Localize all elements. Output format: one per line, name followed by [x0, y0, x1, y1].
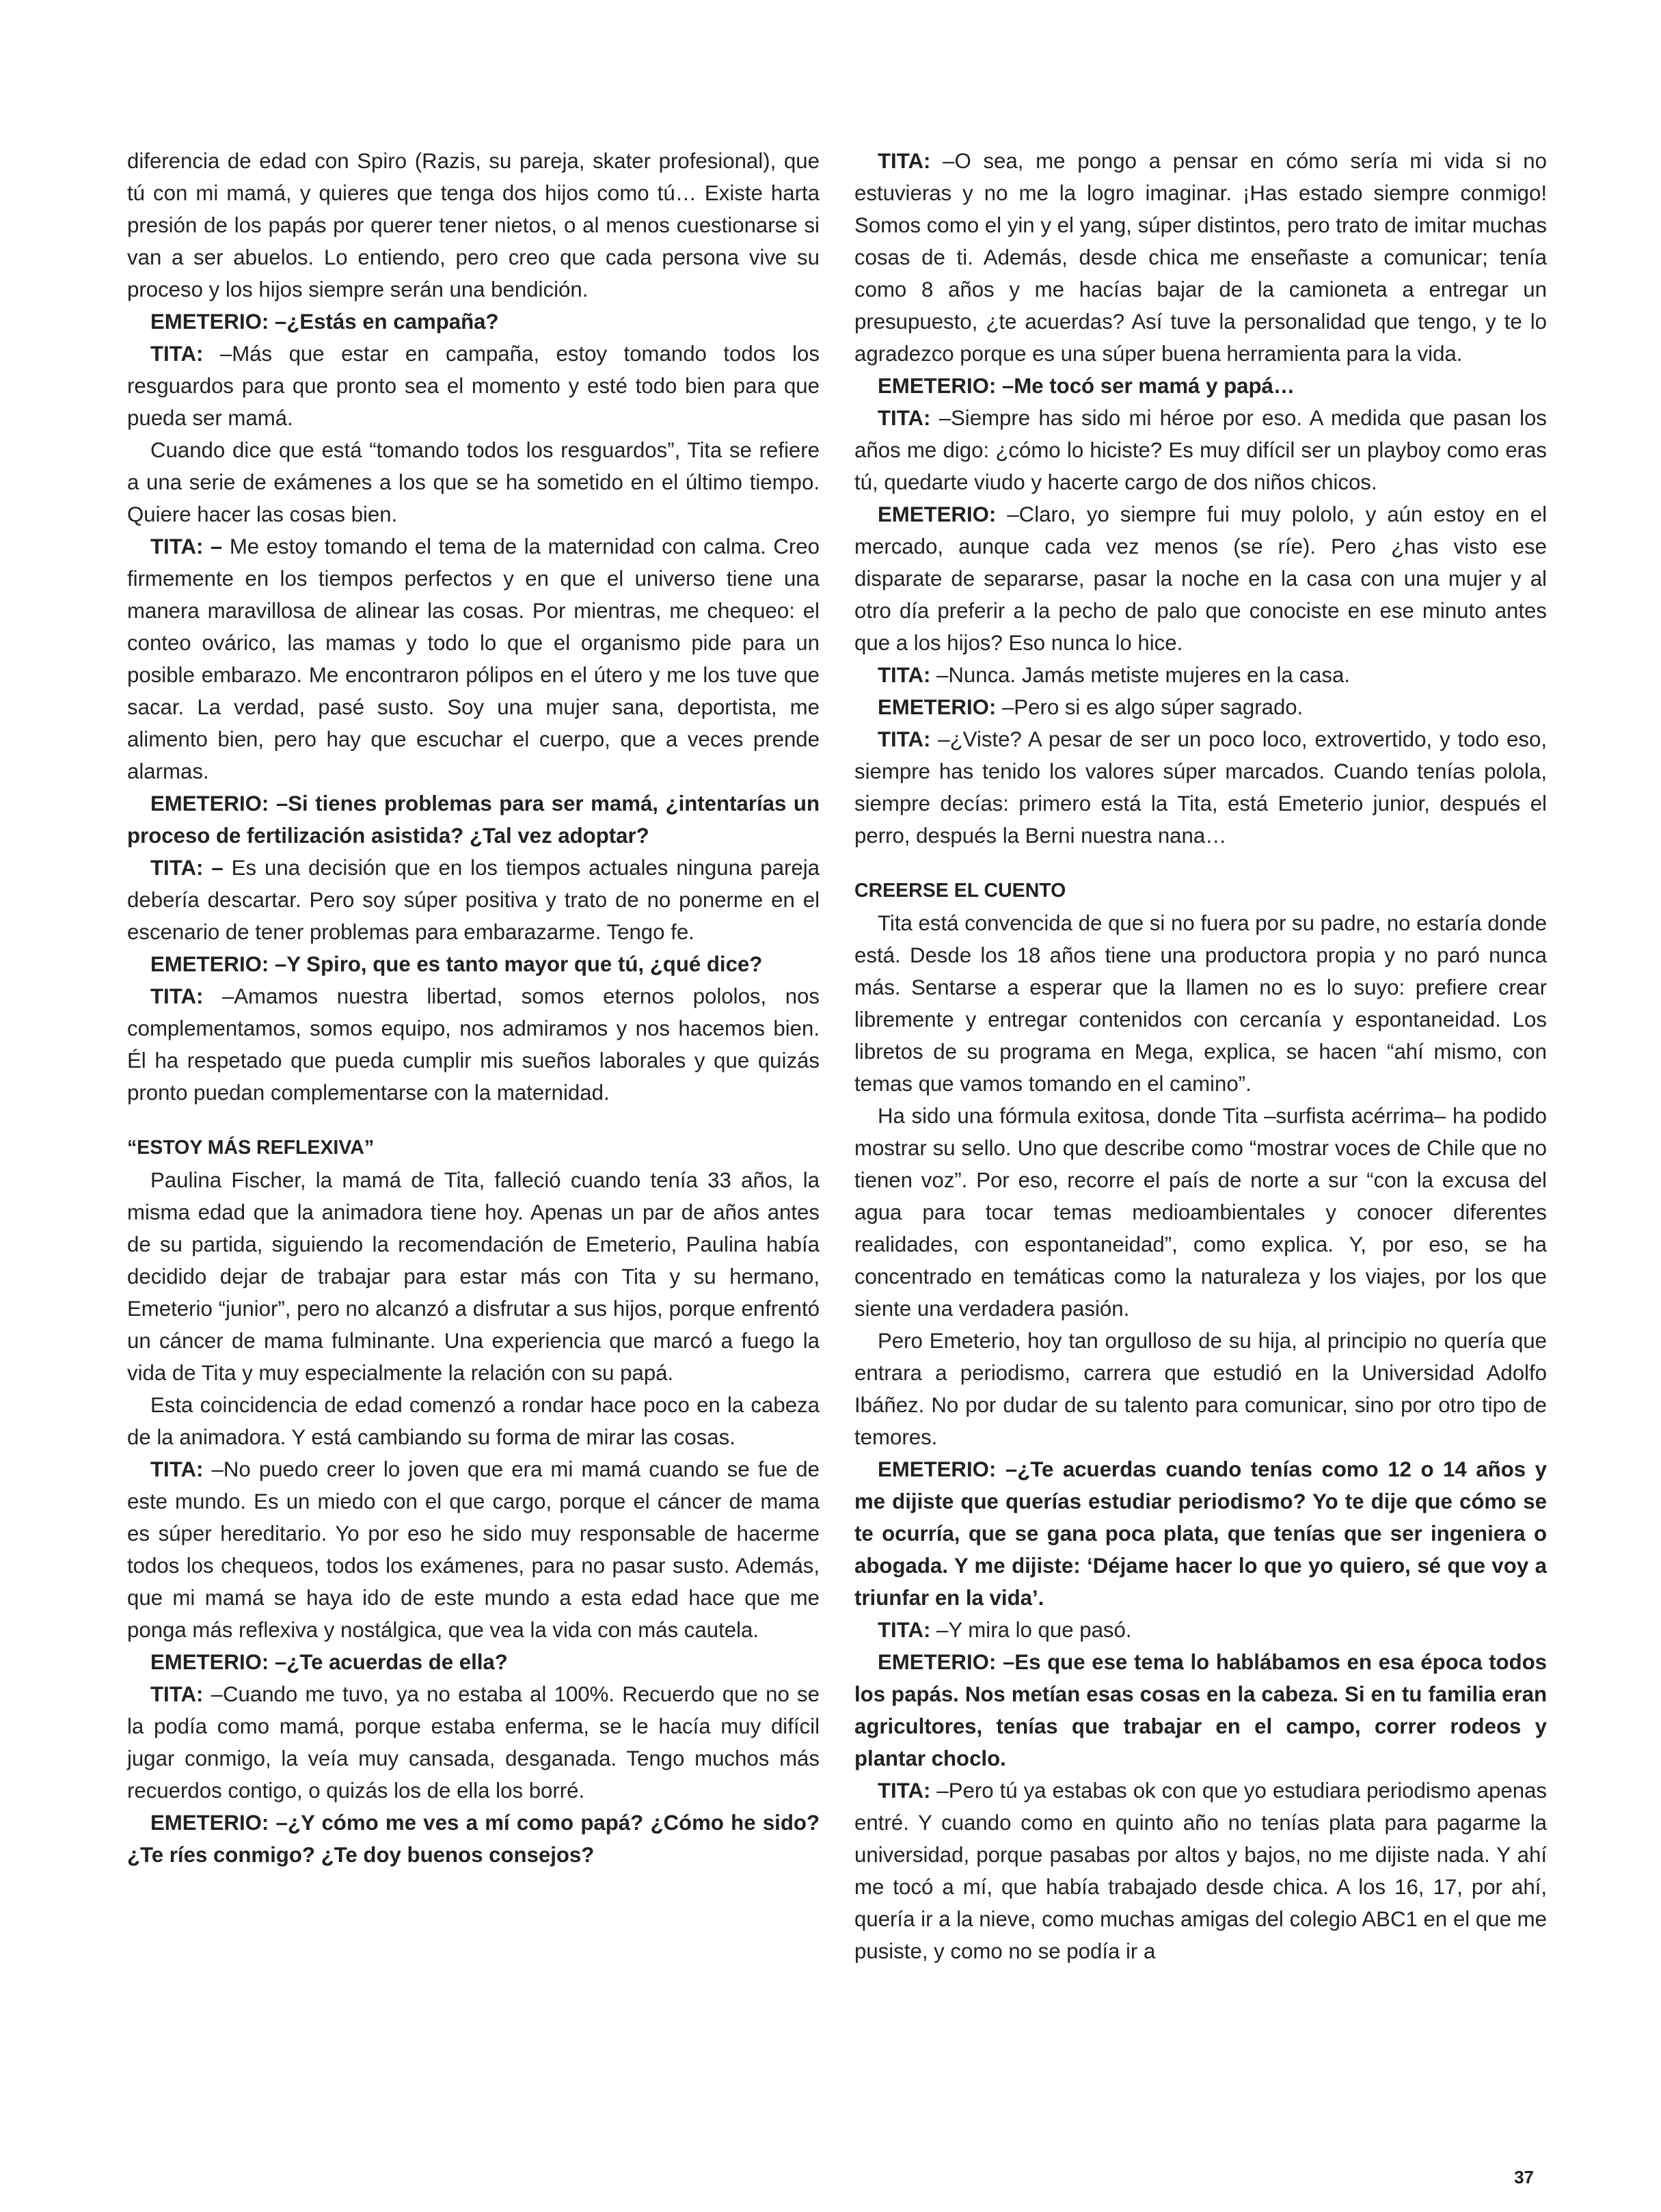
paragraph-text: EMETERIO: –Y Spiro, que es tanto mayor que tú, ¿qué dice? [150, 952, 763, 976]
paragraph-text: –Pero tú ya estabas ok con que yo estudiara periodismo apenas entré. Y cuando como en quinto año no tenías plata para pagarme la universidad, porque pasabas por altos y bajos, no me dijiste nada. Y ahí me tocó a mí, que había trabajado desde chica. A los 16, 17, por ahí, quería ir a la nieve, como muchas amigas del colegio ABC1 en el que me pusiste, y como no se podía ir a [854, 1779, 1547, 1963]
interview-question [127, 948, 820, 980]
paragraph-text: Ha sido una fórmula exitosa, donde Tita –surfista acérrima– ha podido mostrar su sello. Uno que describe como “mostrar voces de Chile que no tienen voz”. Por eso, recorre el país de norte a sur “con la excusa del agua para tocar temas medioambientales y conocer diferentes realidades, con espontaneidad”, como explica. Y, por eso, se ha concentrado en temáticas como la naturaleza y los viajes, por los que siente una verdadera pasión. [854, 1104, 1547, 1321]
body-paragraph [127, 980, 820, 1109]
paragraph-text: –¿Viste? A pesar de ser un poco loco, extrovertido, y todo eso, siempre has tenido los valores súper marcados. Cuando tenías polola, siempre decías: primero está la Tita, está Emeterio junior, después el perro, después la Berni nuestra nana… [854, 727, 1547, 848]
speaker-label: TITA: [878, 1618, 931, 1642]
body-paragraph [127, 145, 820, 306]
body-paragraph [854, 1775, 1547, 1967]
paragraph-text: EMETERIO: –¿Estás en campaña? [150, 310, 499, 334]
body-paragraph [854, 1325, 1547, 1453]
body-paragraph [854, 498, 1547, 659]
interview-question [127, 1807, 820, 1871]
body-paragraph [127, 852, 820, 948]
paragraph-text: EMETERIO: –Si tienes problemas para ser mamá, ¿intentarías un proceso de fertilización asistida? ¿Tal vez adoptar? [127, 792, 820, 848]
paragraph-text: Tita está convencida de que si no fuera por su padre, no estaría donde está. Desde los 18 años tiene una productora propia y no paró nunca más. Sentarse a esperar que la llamen no es lo suyo: prefiere crear libremente y entregar contenidos con cercanía y espontaneidad. Los libretos de su programa en Mega, explica, se hacen “ahí mismo, con temas que vamos tomando en el camino”. [854, 911, 1547, 1096]
body-paragraph [127, 1678, 820, 1807]
section-heading: “ESTOY MÁS REFLEXIVA” [127, 1137, 375, 1159]
speaker-label: TITA: – [150, 535, 223, 558]
speaker-label: EMETERIO: [878, 502, 997, 526]
speaker-label: TITA: [150, 984, 204, 1008]
speaker-label: TITA: – [150, 856, 224, 880]
body-paragraph [854, 402, 1547, 498]
body-paragraph [127, 1453, 820, 1646]
body-paragraph [127, 1389, 820, 1453]
interview-question [127, 1646, 820, 1678]
paragraph-text: –Claro, yo siempre fui muy pololo, y aún estoy en el mercado, aunque cada vez menos (se ríe). Pero ¿has visto ese disparate de separarse, pasar la noche en la casa con una mujer y al otro día preferir a la pecho de palo que conociste en ese minuto antes que a los hijos? Eso nunca lo hice. [854, 502, 1547, 655]
paragraph-text: –No puedo creer lo joven que era mi mamá cuando se fue de este mundo. Es un miedo con el que cargo, porque el cáncer de mama es súper hereditario. Yo por eso he sido muy responsable de hacerme todos los chequeos, todos los exámenes, para no pasar susto. Además, que mi mamá se haya ido de este mundo a esta edad hace que me ponga más reflexiva y nostálgica, que vea la vida con más cautela. [127, 1457, 820, 1642]
paragraph-text: Me estoy tomando el tema de la maternidad con calma. Creo firmemente en los tiempos perfectos y en que el universo tiene una manera maravillosa de alinear las cosas. Por mientras, me chequeo: el conteo ovárico, las mamas y todo lo que el organismo pide para un posible embarazo. Me encontraron pólipos en el útero y me los tuve que sacar. La verdad, pasé susto. Soy una mujer sana, deportista, me alimento bien, pero hay que escuchar el cuerpo, que a veces prende alarmas. [127, 535, 820, 783]
speaker-label: TITA: [150, 342, 204, 366]
body-paragraph [127, 338, 820, 434]
speaker-label: TITA: [878, 727, 931, 751]
paragraph-text: EMETERIO: –¿Y cómo me ves a mí como papá? ¿Cómo he sido? ¿Te ríes conmigo? ¿Te doy buenos consejos? [127, 1811, 820, 1867]
paragraph-text: EMETERIO: –Me tocó ser mamá y papá… [878, 374, 1295, 398]
paragraph-text: EMETERIO: –¿Te acuerdas cuando tenías como 12 o 14 años y me dijiste que querías estudiar periodismo? Yo te dije que cómo se te ocurría, que se gana poca plata, que tenías que ser ingeniera o abogada. Y me dijiste: ‘Déjame hacer lo que yo quiero, sé que voy a triunfar en la vida’. [854, 1457, 1547, 1610]
paragraph-text: EMETERIO: –¿Te acuerdas de ella? [150, 1650, 508, 1674]
paragraph-text: –O sea, me pongo a pensar en cómo sería mi vida si no estuvieras y no me la logro imaginar. ¡Has estado siempre conmigo! Somos como el yin y el yang, súper distintos, pero trato de imitar muchas cosas de ti. Además, desde chica me enseñaste a comunicar; tenía como 8 años y me hacías bajar de la camioneta a entregar un presupuesto, ¿te acuerdas? Así tuve la personalidad que tengo, y te lo agradezco porque es una súper buena herramienta para la vida. [854, 149, 1547, 366]
paragraph-text: –Nunca. Jamás metiste mujeres en la casa. [936, 663, 1350, 687]
paragraph-text: Es una decisión que en los tiempos actuales ninguna pareja debería descartar. Pero soy súper positiva y trato de no ponerme en el escenario de tener problemas para embarazarme. Tengo fe. [127, 856, 820, 944]
paragraph-text: –Pero si es algo súper sagrado. [1001, 695, 1304, 719]
body-paragraph [854, 1614, 1547, 1646]
interview-question [854, 1646, 1547, 1775]
interview-question [854, 1453, 1547, 1614]
section-heading: CREERSE EL CUENTO [854, 880, 1066, 902]
speaker-label: TITA: [150, 1457, 204, 1481]
paragraph-text: Esta coincidencia de edad comenzó a rondar hace poco en la cabeza de la animadora. Y está cambiando su forma de mirar las cosas. [127, 1393, 820, 1449]
body-paragraph [854, 723, 1547, 852]
speaker-label: TITA: [878, 1779, 931, 1803]
right-column [854, 145, 1547, 1967]
paragraph-text: diferencia de edad con Spiro (Razis, su pareja, skater profesional), que tú con mi mamá, y quieres que tenga dos hijos como tú… Existe harta presión de los papás por querer tener nietos, o al menos cuestionarse si van a ser abuelos. Lo entiendo, pero creo que cada persona vive su proceso y los hijos siempre serán una bendición. [127, 149, 820, 301]
body-paragraph [854, 1100, 1547, 1325]
paragraph-text: Paulina Fischer, la mamá de Tita, falleció cuando tenía 33 años, la misma edad que la animadora tiene hoy. Apenas un par de años antes de su partida, siguiendo la recomendación de Emeterio, Paulina había decidido dejar de trabajar para estar más con Tita y su hermano, Emeterio “junior”, pero no alcanzó a disfrutar a sus hijos, porque enfrentó un cáncer de mama fulminante. Una experiencia que marcó a fuego la vida de Tita y muy especialmente la relación con su papá. [127, 1168, 820, 1385]
speaker-label: TITA: [878, 406, 931, 430]
paragraph-text: –Más que estar en campaña, estoy tomando todos los resguardos para que pronto sea el momento y esté todo bien para que pueda ser mamá. [127, 342, 820, 430]
paragraph-text: EMETERIO: –Es que ese tema lo hablábamos en esa época todos los papás. Nos metían esas cosas en la cabeza. Si en tu familia eran agricultores, tenías que trabajar en el campo, correr rodeos y plantar choclo. [854, 1650, 1547, 1770]
speaker-label: TITA: [150, 1682, 204, 1706]
paragraph-text: –Siempre has sido mi héroe por eso. A medida que pasan los años me digo: ¿cómo lo hiciste? Es muy difícil ser un playboy como eras tú, quedarte viudo y hacerte cargo de dos niños chicos. [854, 406, 1547, 494]
speaker-label: TITA: [878, 149, 931, 173]
interview-question [854, 370, 1547, 402]
paragraph-text: –Cuando me tuvo, ya no estaba al 100%. Recuerdo que no se la podía como mamá, porque estaba enferma, se le hacía muy difícil jugar conmigo, la veía muy cansada, desganada. Tengo muchos más recuerdos contigo, o quizás los de ella los borré. [127, 1682, 820, 1803]
paragraph-text: –Y mira lo que pasó. [936, 1618, 1132, 1642]
paragraph-text: Cuando dice que está “tomando todos los resguardos”, Tita se refiere a una serie de exámenes a los que se ha sometido en el último tiempo. Quiere hacer las cosas bien. [127, 438, 820, 526]
body-paragraph [854, 691, 1547, 723]
body-paragraph [127, 1164, 820, 1389]
speaker-label: EMETERIO: [878, 695, 997, 719]
interview-question [127, 787, 820, 852]
body-paragraph [854, 907, 1547, 1100]
paragraph-text: –Amamos nuestra libertad, somos eternos pololos, nos complementamos, somos equipo, nos admiramos y nos hacemos bien. Él ha respetado que pueda cumplir mis sueños laborales y que quizás pronto puedan complementarse con la maternidad. [127, 984, 820, 1105]
body-paragraph [127, 434, 820, 530]
interview-question [127, 306, 820, 338]
body-paragraph [854, 145, 1547, 370]
body-paragraph [127, 530, 820, 787]
speaker-label: TITA: [878, 663, 931, 687]
left-column [127, 145, 820, 1871]
paragraph-text: Pero Emeterio, hoy tan orgulloso de su hija, al principio no quería que entrara a periodismo, carrera que estudió en la Universidad Adolfo Ibáñez. No por dudar de su talento para comunicar, sino por otro tipo de temores. [854, 1329, 1547, 1449]
body-paragraph [854, 659, 1547, 691]
page-number: 37 [1514, 2167, 1534, 2187]
